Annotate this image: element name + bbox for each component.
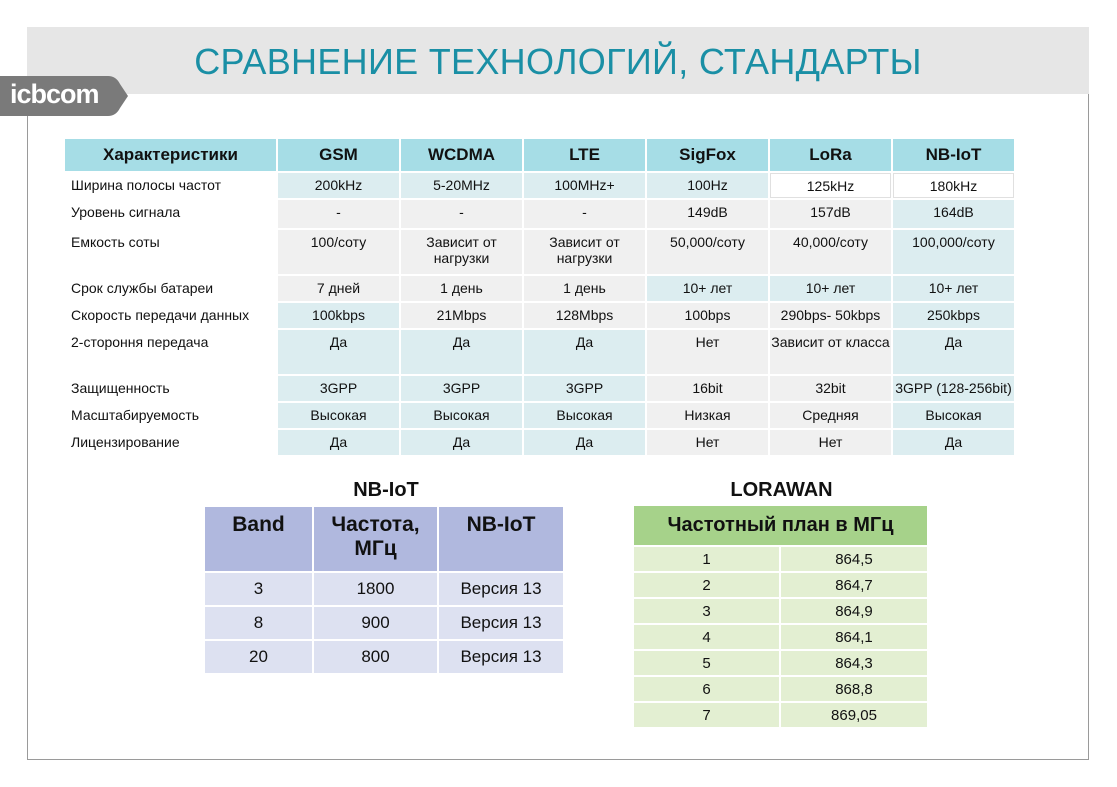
table-cell: 164dB (893, 200, 1014, 228)
table-cell: 864,1 (781, 625, 927, 649)
table-cell: Нет (770, 430, 891, 455)
table-cell: Да (524, 330, 645, 374)
header-lte: LTE (524, 139, 645, 171)
table-cell: 100kbps (278, 303, 399, 328)
table-cell: 157dB (770, 200, 891, 228)
row-label: Лицензирование (65, 430, 276, 455)
table-row (634, 547, 927, 571)
lorawan-title: LORAWAN (730, 479, 833, 501)
table-cell: Да (893, 330, 1014, 374)
logo (0, 76, 128, 116)
table-cell: 7 дней (278, 276, 399, 301)
table-cell: 10+ лет (647, 276, 768, 301)
comparison-header-row (65, 139, 1014, 171)
table-row (65, 276, 1014, 301)
header-nbiot-release: NB-IoT (439, 507, 563, 571)
table-cell: Версия 13 (439, 607, 563, 639)
table-cell: 32bit (770, 376, 891, 401)
table-cell: Да (278, 330, 399, 374)
table-cell: Низкая (647, 403, 768, 428)
table-cell: 900 (314, 607, 437, 639)
table-cell: 8 (205, 607, 312, 639)
table-cell: 10+ лет (893, 276, 1014, 301)
header-lora: LoRa (770, 139, 891, 171)
table-cell: 128Mbps (524, 303, 645, 328)
header-wcdma: WCDMA (401, 139, 522, 171)
header-frequency-plan: Частотный план в МГц (634, 506, 927, 545)
table-cell: 40,000/соту (770, 230, 891, 274)
nbiot-title: NB-IoT (353, 479, 419, 501)
table-cell: 20 (205, 641, 312, 673)
table-cell: Нет (647, 430, 768, 455)
table-cell: 864,5 (781, 547, 927, 571)
table-cell: Версия 13 (439, 573, 563, 605)
table-row (205, 607, 563, 639)
table-cell: 10+ лет (770, 276, 891, 301)
row-label: Срок службы батареи (65, 276, 276, 301)
nbiot-header-row (205, 507, 563, 571)
table-cell: 1 день (401, 276, 522, 301)
table-cell: 100,000/соту (893, 230, 1014, 274)
table-row (65, 430, 1014, 455)
table-cell: 5 (634, 651, 779, 675)
table-cell: 7 (634, 703, 779, 727)
table-row (205, 573, 563, 605)
table-row (634, 677, 927, 701)
row-label: 2-стороння передача (65, 330, 276, 374)
table-cell: Да (278, 430, 399, 455)
table-cell: 864,7 (781, 573, 927, 597)
table-row (205, 641, 563, 673)
table-cell: Высокая (278, 403, 399, 428)
table-cell: 3GPP (524, 376, 645, 401)
table-cell: 1 (634, 547, 779, 571)
logo-text: icbcom (10, 79, 99, 109)
table-cell: 868,8 (781, 677, 927, 701)
table-cell: 3 (205, 573, 312, 605)
table-cell: 4 (634, 625, 779, 649)
table-row (634, 651, 927, 675)
table-cell: 290bps- 50kbps (770, 303, 891, 328)
header-characteristics: Характеристики (65, 139, 276, 171)
comparison-table (63, 137, 1016, 457)
row-label: Ширина полосы частот (65, 173, 276, 198)
header-sigfox: SigFox (647, 139, 768, 171)
table-cell: Да (524, 430, 645, 455)
table-cell: 869,05 (781, 703, 927, 727)
table-cell: Зависит от нагрузки (401, 230, 522, 274)
table-cell: - (524, 200, 645, 228)
table-cell: 100Hz (647, 173, 768, 198)
table-cell: 1800 (314, 573, 437, 605)
header-frequency: Частота, МГц (314, 507, 437, 571)
table-row (634, 599, 927, 623)
table-cell: Высокая (401, 403, 522, 428)
header-gsm: GSM (278, 139, 399, 171)
table-cell: 3 (634, 599, 779, 623)
table-row (65, 303, 1014, 328)
table-row (65, 230, 1014, 274)
table-cell: Зависит от нагрузки (524, 230, 645, 274)
row-label: Скорость передачи данных (65, 303, 276, 328)
table-cell: 3GPP (128-256bit) (893, 376, 1014, 401)
table-cell: 250kbps (893, 303, 1014, 328)
table-cell: - (278, 200, 399, 228)
table-cell: Высокая (524, 403, 645, 428)
table-row (634, 703, 927, 727)
table-row (65, 403, 1014, 428)
table-cell: Высокая (893, 403, 1014, 428)
table-row (65, 376, 1014, 401)
table-cell: 100bps (647, 303, 768, 328)
table-cell: 3GPP (278, 376, 399, 401)
page-title: СРАВНЕНИЕ ТЕХНОЛОГИЙ, СТАНДАРТЫ (194, 41, 922, 82)
table-cell: 800 (314, 641, 437, 673)
table-cell: Нет (647, 330, 768, 374)
table-cell: 125kHz (770, 173, 891, 198)
table-cell: 16bit (647, 376, 768, 401)
row-label: Масштабируемость (65, 403, 276, 428)
table-cell: Да (401, 330, 522, 374)
row-label: Уровень сигнала (65, 200, 276, 228)
table-cell: 864,9 (781, 599, 927, 623)
table-cell: 21Mbps (401, 303, 522, 328)
table-cell: 3GPP (401, 376, 522, 401)
table-cell: 149dB (647, 200, 768, 228)
table-cell: 100/соту (278, 230, 399, 274)
header-nbiot: NB-IoT (893, 139, 1014, 171)
table-row (65, 173, 1014, 198)
table-cell: 1 день (524, 276, 645, 301)
header-band: Band (205, 507, 312, 571)
table-cell: 50,000/соту (647, 230, 768, 274)
table-cell: 180kHz (893, 173, 1014, 198)
table-cell: 2 (634, 573, 779, 597)
nbiot-band-table (203, 505, 565, 675)
lorawan-frequency-table (632, 504, 929, 729)
table-cell: - (401, 200, 522, 228)
lorawan-header-row (634, 506, 927, 545)
table-cell: Зависит от класса (770, 330, 891, 374)
table-cell: Да (893, 430, 1014, 455)
table-cell: 864,3 (781, 651, 927, 675)
table-row (634, 573, 927, 597)
table-cell: 100MHz+ (524, 173, 645, 198)
table-cell: 6 (634, 677, 779, 701)
table-cell: Версия 13 (439, 641, 563, 673)
title-bar (27, 27, 1089, 94)
table-cell: 200kHz (278, 173, 399, 198)
table-cell: 5-20MHz (401, 173, 522, 198)
row-label: Защищенность (65, 376, 276, 401)
row-label: Емкость соты (65, 230, 276, 274)
table-row (65, 200, 1014, 228)
table-cell: Средняя (770, 403, 891, 428)
table-row (634, 625, 927, 649)
table-row (65, 330, 1014, 374)
table-cell: Да (401, 430, 522, 455)
